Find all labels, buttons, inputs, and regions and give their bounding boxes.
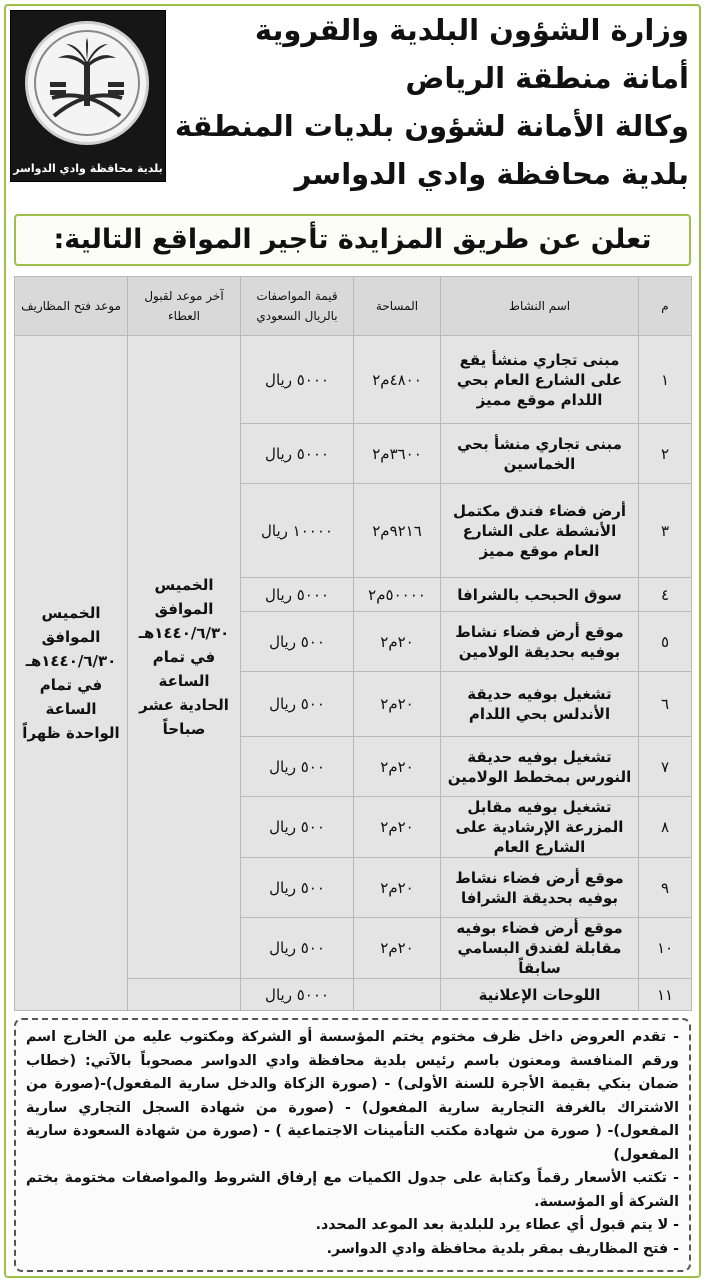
row-area: ٢٠م٢	[354, 737, 441, 797]
logo-caption: بلدية محافظة وادي الدواسر	[13, 162, 163, 175]
row-area: ٤٨٠٠م٢	[354, 336, 441, 424]
row-area: ٢٠م٢	[354, 672, 441, 737]
row-area: ٣٦٠٠م٢	[354, 424, 441, 484]
bid-deadline-line: في تمام الساعة	[152, 648, 216, 690]
header-area: المساحة	[354, 277, 441, 336]
row-area: ٢٠م٢	[354, 918, 441, 979]
table-row	[15, 336, 692, 424]
note-prices: - تكتب الأسعار رقماً وكتابة على جدول الكميات مع إرفاق الشروط والمواصفات مختومة بختم الشركة أو المؤسسة.	[26, 1170, 679, 1210]
row-value: ٥٠٠ ريال	[241, 672, 354, 737]
opening-line: في تمام الساعة	[39, 676, 103, 718]
row-area: ٩٢١٦م٢	[354, 484, 441, 578]
row-value: ٥٠٠٠ ريال	[241, 578, 354, 612]
terms-notes	[14, 1018, 691, 1272]
row-area: ٢٠م٢	[354, 612, 441, 672]
row-name: موقع أرض فضاء بوفيه مقابلة لفندق البسامي سابقاً	[441, 918, 639, 979]
bid-deadline-empty-cell	[128, 979, 241, 1011]
opening-line: الخميس	[41, 604, 101, 622]
title-line-amanah: أمانة منطقة الرياض	[405, 61, 689, 95]
row-value: ٥٠٠ ريال	[241, 858, 354, 918]
bid-deadline-line: ١٤٤٠/٦/٣٠هـ	[138, 624, 230, 642]
row-value: ٥٠٠ ريال	[241, 797, 354, 858]
row-name: سوق الحبحب بالشرافا	[441, 578, 639, 612]
opening-line: الموافق	[41, 628, 101, 646]
header-bid-deadline: آخر موعد لقبول العطاء	[128, 277, 241, 336]
row-name: تشغيل بوفيه حديقة الأندلس بحي اللدام	[441, 672, 639, 737]
row-value: ٥٠٠ ريال	[241, 612, 354, 672]
saudi-emblem-icon	[25, 21, 149, 145]
note-opening-location: - فتح المظاريف بمقر بلدية محافظة وادي الدواسر.	[326, 1240, 679, 1257]
opening-cell	[15, 336, 128, 1011]
row-value: ٥٠٠٠ ريال	[241, 424, 354, 484]
row-no: ٨	[639, 797, 692, 858]
row-no: ٩	[639, 858, 692, 918]
row-no: ٣	[639, 484, 692, 578]
row-value: ٥٠٠٠ ريال	[241, 979, 354, 1011]
bid-deadline-line: الحادية عشر	[139, 696, 229, 714]
row-value: ٥٠٠ ريال	[241, 737, 354, 797]
title-line-ministry: وزارة الشؤون البلدية والقروية	[254, 13, 689, 47]
note-documents: - تقدم العروض داخل ظرف مختوم يختم المؤسسة أو الشركة ومكتوب عليه من الخارج اسم ورقم المنافسة ومعنون باسم رئيس بلدية محافظة وادي الدواسر مصحوباً بالآتي: (خطاب ضمان بنكي بقيمة الأجرة للسنة الأولى) - (صورة الزكاة والدخل سارية المفعول)-(صورة من الاشتراك بالغرفة التجارية سارية المفعول) - (صورة من شهادة السجل التجاري سارية المفعول)- ( صورة من شهادة مكتب التأمينات الاجتماعية ) - (صورة من شهادة السعودة سارية المفعول)	[26, 1029, 679, 1163]
row-name: مبنى تجاري منشأ يقع على الشارع العام بحي اللدام موقع مميز	[441, 336, 639, 424]
opening-line: الواحدة ظهراً	[22, 724, 120, 742]
title-line-municipality: بلدية محافظة وادي الدواسر	[294, 157, 689, 191]
row-no: ٥	[639, 612, 692, 672]
row-name: تشغيل بوفيه حديقة النورس بمخطط الولامين	[441, 737, 639, 797]
bid-deadline-line: الموافق	[154, 600, 214, 618]
row-area: ٢٠م٢	[354, 858, 441, 918]
row-no: ١	[639, 336, 692, 424]
opening-line: ١٤٤٠/٦/٣٠هـ	[25, 652, 117, 670]
row-value: ٥٠٠٠ ريال	[241, 336, 354, 424]
row-no: ٦	[639, 672, 692, 737]
row-name: أرض فضاء فندق مكتمل الأنشطة على الشارع العام موقع مميز	[441, 484, 639, 578]
auction-table	[14, 276, 692, 1011]
announcement-banner: تعلن عن طريق المزايدة تأجير المواقع التالية:	[14, 214, 691, 266]
bid-deadline-cell	[128, 336, 241, 979]
row-name: موقع أرض فضاء نشاط بوفيه بحديقة الشرافا	[441, 858, 639, 918]
row-area: ٥٠٠٠٠م٢	[354, 578, 441, 612]
header-value: قيمة المواصفات بالريال السعودي	[241, 277, 354, 336]
row-no: ٤	[639, 578, 692, 612]
note-late-bids: - لا يتم قبول أي عطاء يرد للبلدية بعد الموعد المحدد.	[315, 1217, 679, 1233]
row-name: موقع أرض فضاء نشاط بوفيه بحديقة الولامين	[441, 612, 639, 672]
row-no: ٧	[639, 737, 692, 797]
bid-deadline-line: صباحاً	[162, 720, 206, 738]
row-name: تشغيل بوفيه مقابل المزرعة الإرشادية على الشارع العام	[441, 797, 639, 858]
header-name: اسم النشاط	[441, 277, 639, 336]
header-opening: موعد فتح المظاريف	[15, 277, 128, 336]
row-no: ١٠	[639, 918, 692, 979]
row-no: ٢	[639, 424, 692, 484]
header-no: م	[639, 277, 692, 336]
table-header-row	[15, 277, 692, 336]
row-area: ٢٠م٢	[354, 797, 441, 858]
ministry-titles	[174, 6, 689, 198]
row-value: ١٠٠٠٠ ريال	[241, 484, 354, 578]
municipality-logo	[10, 10, 166, 182]
row-name: اللوحات الإعلانية	[441, 979, 639, 1011]
letterhead	[0, 0, 705, 212]
title-line-agency: وكالة الأمانة لشؤون بلديات المنطقة	[174, 109, 689, 143]
bid-deadline-line: الخميس	[154, 576, 214, 594]
row-no: ١١	[639, 979, 692, 1011]
row-value: ٥٠٠ ريال	[241, 918, 354, 979]
row-area	[354, 979, 441, 1011]
row-name: مبنى تجاري منشأ بحي الخماسين	[441, 424, 639, 484]
